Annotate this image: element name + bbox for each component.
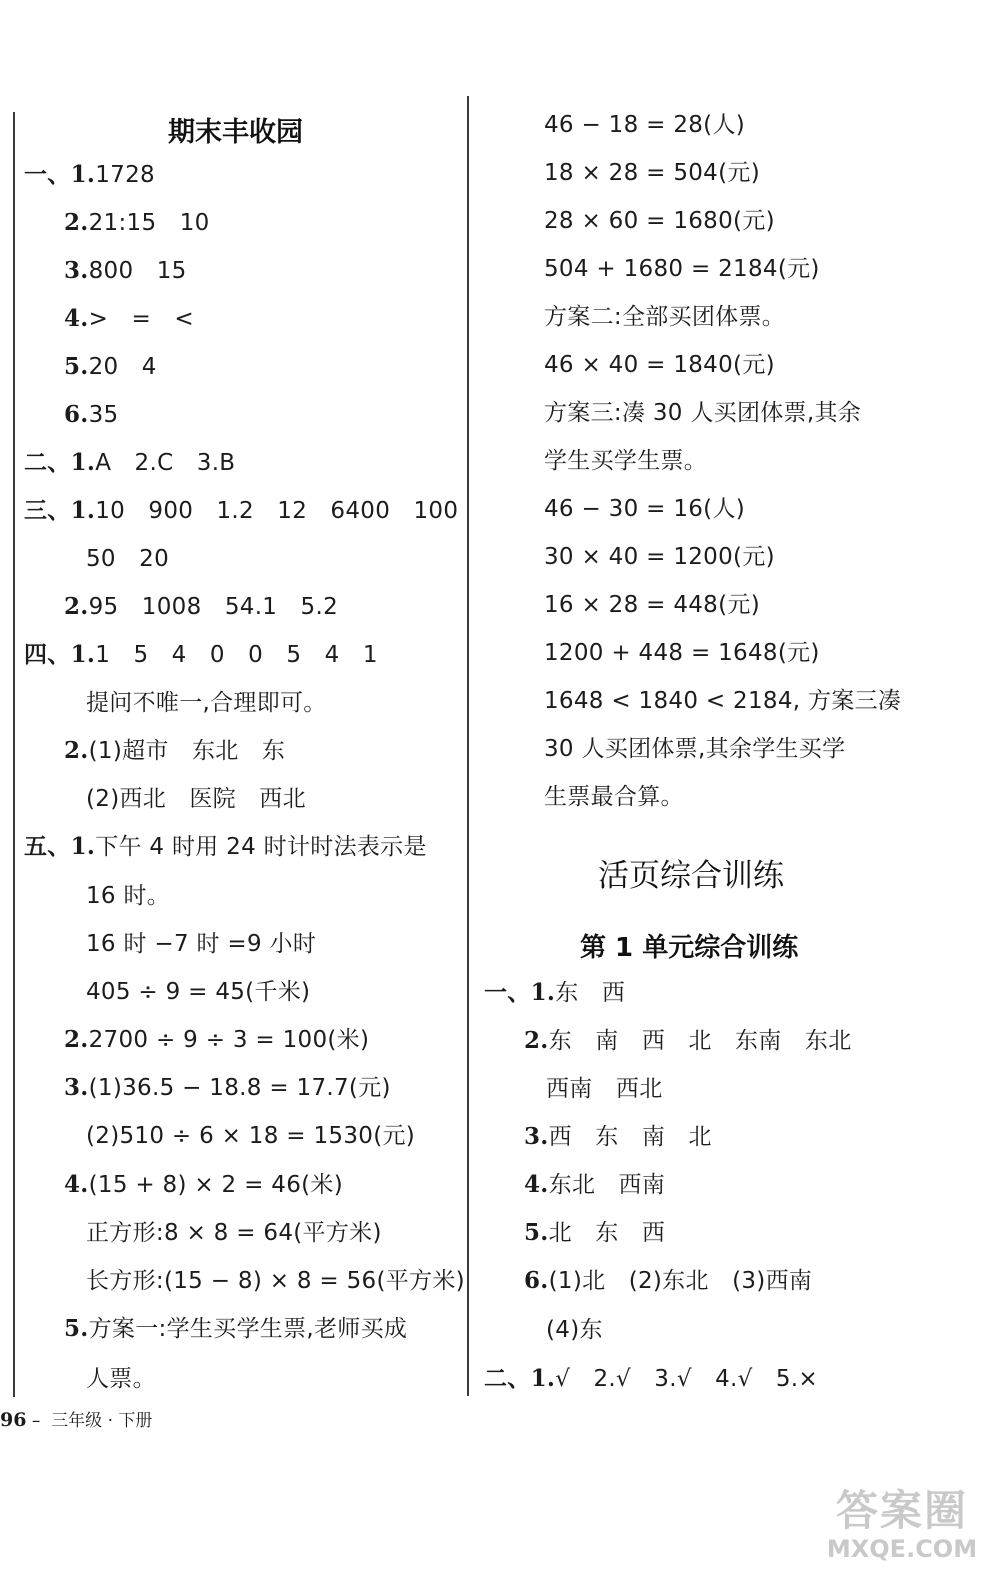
answer-line: 2.东 南 西 北 东南 东北 xyxy=(524,1027,852,1054)
answer-line: 16 时 −7 时 =9 小时 xyxy=(86,931,317,957)
answer-line: 16 × 28 = 448(元) xyxy=(544,592,760,618)
answer-line: 4.> = < xyxy=(64,305,194,332)
answer-line: 2.2700 ÷ 9 ÷ 3 = 100(米) xyxy=(64,1026,370,1053)
answer-line: 3.(1)36.5 − 18.8 = 17.7(元) xyxy=(64,1074,391,1101)
answer-line: 46 × 40 = 1840(元) xyxy=(544,352,775,378)
answer-line: 6.35 xyxy=(64,401,119,428)
answer-line: 2.21:15 10 xyxy=(64,209,210,236)
answer-line: 1648 < 1840 < 2184, 方案三凑 xyxy=(544,688,902,714)
answer-line: 16 时。 xyxy=(86,883,171,909)
answer-line: 四、1.1 5 4 0 0 5 4 1 xyxy=(24,641,378,668)
page-number: 96 xyxy=(0,1409,27,1431)
answer-line: 学生买学生票。 xyxy=(544,448,708,474)
watermark-url: MXQE.COM xyxy=(826,1535,978,1563)
answer-line: 1200 + 448 = 1648(元) xyxy=(544,640,820,666)
answer-line: 30 人买团体票,其余学生买学 xyxy=(544,736,846,762)
answer-line: (2)510 ÷ 6 × 18 = 1530(元) xyxy=(86,1123,416,1149)
answer-line: 405 ÷ 9 = 45(千米) xyxy=(86,979,311,1005)
answer-line: 一、1.1728 xyxy=(24,161,155,188)
answer-line: 18 × 28 = 504(元) xyxy=(544,160,760,186)
section-title-practice: 活页综合训练 xyxy=(598,858,784,894)
answer-line: 方案二:全部买团体票。 xyxy=(544,304,786,330)
answer-line: 2.95 1008 54.1 5.2 xyxy=(64,593,339,620)
answer-line: 生票最合算。 xyxy=(544,784,684,810)
answer-line: 五、1.下午 4 时用 24 时计时法表示是 xyxy=(24,833,427,860)
answer-line: 46 − 30 = 16(人) xyxy=(544,496,746,522)
answer-line: 人票。 xyxy=(86,1366,156,1392)
answer-line: 5.20 4 xyxy=(64,353,157,380)
answer-line: 50 20 xyxy=(86,546,170,572)
left-column-rule xyxy=(13,112,15,1397)
answer-line: 46 − 18 = 28(人) xyxy=(544,112,746,138)
watermark-title: 答案圈 xyxy=(835,1486,968,1535)
column-divider xyxy=(467,96,469,1396)
answer-line: 6.(1)北 (2)东北 (3)西南 xyxy=(524,1267,813,1294)
answer-line: 28 × 60 = 1680(元) xyxy=(544,208,775,234)
footer-grade-label: – 三年级 · 下册 xyxy=(26,1411,153,1431)
answer-line: 方案三:凑 30 人买团体票,其余 xyxy=(544,400,862,426)
answer-line: 30 × 40 = 1200(元) xyxy=(544,544,775,570)
answer-line: 2.(1)超市 东北 东 xyxy=(64,737,286,764)
answer-line: 二、1.A 2.C 3.B xyxy=(24,449,236,476)
page-footer xyxy=(0,1406,152,1431)
answer-line: 长方形:(15 − 8) × 8 = 56(平方米) xyxy=(86,1268,465,1294)
answer-line: 3.800 15 xyxy=(64,257,187,284)
answer-line: 4.(15 + 8) × 2 = 46(米) xyxy=(64,1171,343,1198)
answer-line: 西南 西北 xyxy=(546,1076,663,1102)
unit-title: 第 1 单元综合训练 xyxy=(580,933,799,963)
answer-line: 4.东北 西南 xyxy=(524,1171,666,1198)
answer-line: 正方形:8 × 8 = 64(平方米) xyxy=(86,1220,382,1246)
answer-line: 二、1.√ 2.√ 3.√ 4.√ 5.× xyxy=(484,1365,818,1392)
answer-line: 5.北 东 西 xyxy=(524,1219,666,1246)
answer-line: 3.西 东 南 北 xyxy=(524,1123,712,1150)
answer-line: 三、1.10 900 1.2 12 6400 100 xyxy=(24,497,459,524)
answer-line: (4)东 xyxy=(546,1317,603,1343)
answer-line: (2)西北 医院 西北 xyxy=(86,786,306,812)
watermark-logo xyxy=(812,1488,992,1578)
section-title-final-review: 期末丰收园 xyxy=(168,117,303,148)
answer-line: 一、1.东 西 xyxy=(484,979,626,1006)
answer-line: 提问不唯一,合理即可。 xyxy=(86,690,327,716)
answer-line: 5.方案一:学生买学生票,老师买成 xyxy=(64,1315,408,1342)
answer-line: 504 + 1680 = 2184(元) xyxy=(544,256,820,282)
